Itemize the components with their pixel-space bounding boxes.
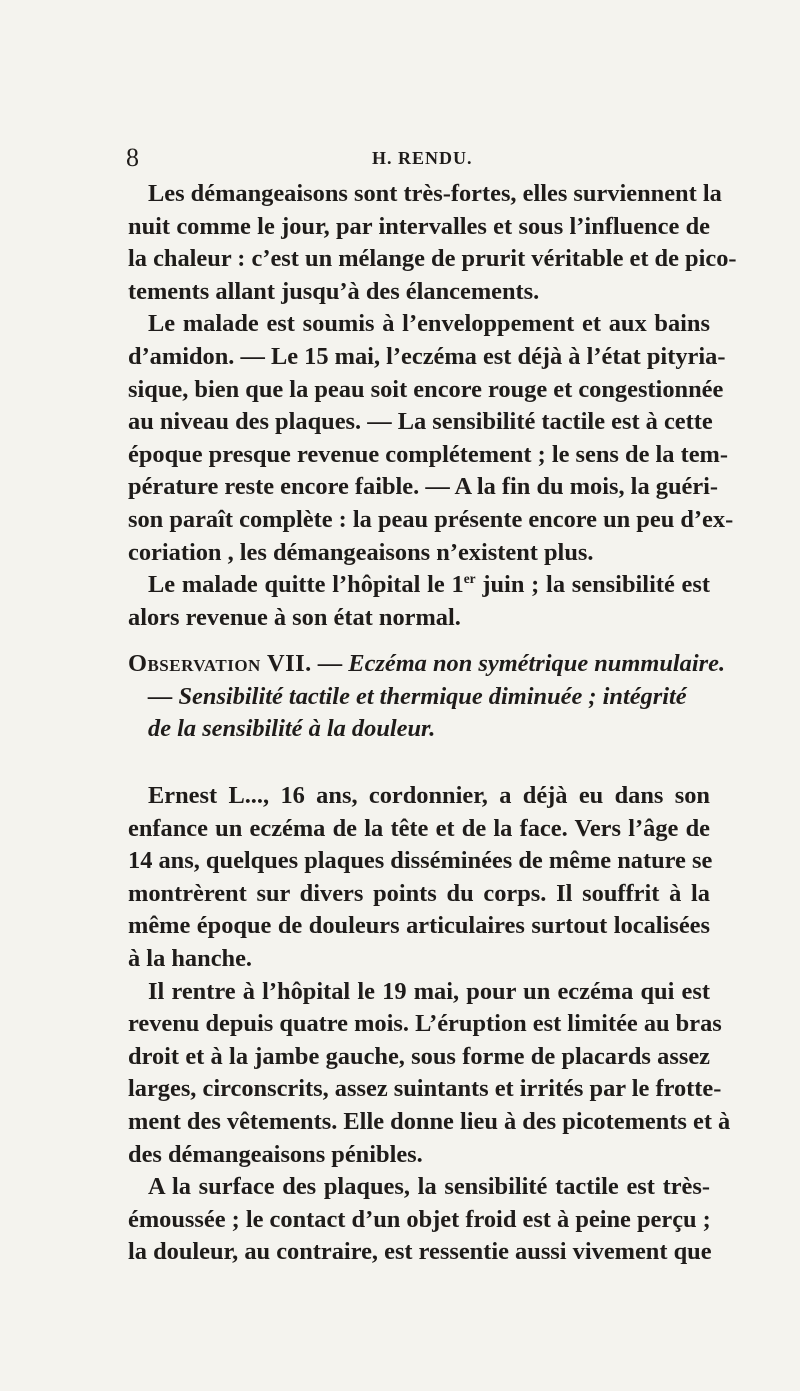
text-fragment: juin ; la sensibilité est <box>475 571 710 599</box>
body-text-top <box>128 178 737 634</box>
body-text-bottom <box>128 780 731 1269</box>
text-line: ment des vêtements. Elle donne lieu à des picotements et à <box>128 1107 731 1135</box>
text-line: droit et à la jambe gauche, sous forme de placards assez <box>128 1042 710 1070</box>
superscript: er <box>463 571 476 586</box>
text-line: pérature reste encore faible. — A la fin du mois, la guéri- <box>128 473 719 501</box>
text-line: d’amidon. — Le 15 mai, l’eczéma est déjà à l’état pityria- <box>128 342 726 370</box>
page-number: 8 <box>126 143 139 172</box>
paragraph <box>128 1171 710 1269</box>
observation-title-line: — Sensibilité tactile et thermique diminuée ; intégrité <box>148 682 687 710</box>
text-line: Ernest L..., 16 ans, cordonnier, a déjà eu dans son <box>148 782 710 809</box>
text-line: Le malade est soumis à l’enveloppement et aux bains <box>148 310 710 338</box>
text-line: au niveau des plaques. — La sensibilité tactile est à cette <box>128 408 713 436</box>
observation-dash: — <box>311 650 349 677</box>
observation-heading <box>128 648 726 746</box>
paragraph <box>128 308 734 569</box>
text-line: Les démangeaisons sont très-fortes, elles surviennent la <box>148 180 722 207</box>
text-line: 14 ans, quelques plaques disséminées de même nature se <box>128 847 713 875</box>
text-fragment: Le malade quitte l’hôpital le 1 <box>148 571 464 599</box>
observation-title-line: de la sensibilité à la douleur. <box>148 715 436 743</box>
text-line: la chaleur : c’est un mélange de prurit véritable et de pico- <box>128 245 737 273</box>
text-line: nuit comme le jour, par intervalles et sous l’influence de <box>128 212 710 240</box>
paragraph <box>128 976 731 1172</box>
text-line: émoussée ; le contact d’un objet froid est à peine perçu ; <box>128 1205 711 1233</box>
text-line: époque presque revenue complétement ; le sens de la tem- <box>128 440 728 468</box>
text-line <box>128 569 710 602</box>
observation-title: Eczéma non symétrique nummulaire. <box>348 650 726 677</box>
paragraph <box>128 569 710 634</box>
text-line: des démangeaisons pénibles. <box>128 1140 423 1168</box>
running-head <box>126 143 686 172</box>
text-line: Il rentre à l’hôpital le 19 mai, pour un eczéma qui est <box>148 977 710 1005</box>
text-line: revenu depuis quatre mois. L’éruption est limitée au bras <box>128 1010 722 1038</box>
text-line: coriation , les démangeaisons n’existent plus. <box>128 538 594 566</box>
text-line: montrèrent sur divers points du corps. Il souffrit à la <box>128 879 710 907</box>
observation-heading-line <box>128 648 726 681</box>
text-line: à la hanche. <box>128 944 253 972</box>
text-line: son paraît complète : la peau présente encore un peu d’ex- <box>128 505 734 533</box>
text-line: alors revenue à son état normal. <box>128 603 461 631</box>
text-line: larges, circonscrits, assez suintants et irrités par le frotte- <box>128 1075 722 1103</box>
text-line: enfance un eczéma de la tête et de la face. Vers l’âge de <box>128 814 710 842</box>
running-head-author: H. RENDU. <box>372 148 473 168</box>
paragraph <box>128 178 737 308</box>
text-line: sique, bien que la peau soit encore rouge et congestionnée <box>128 375 724 403</box>
text-line: même époque de douleurs articulaires surtout localisées <box>128 912 710 940</box>
text-line: A la surface des plaques, la sensibilité tactile est très- <box>148 1173 710 1201</box>
text-line: la douleur, au contraire, est ressentie aussi vivement que <box>128 1238 712 1266</box>
text-line: tements allant jusqu’à des élancements. <box>128 277 540 305</box>
paragraph <box>128 780 713 976</box>
observation-label: Observation VII. <box>128 650 312 677</box>
